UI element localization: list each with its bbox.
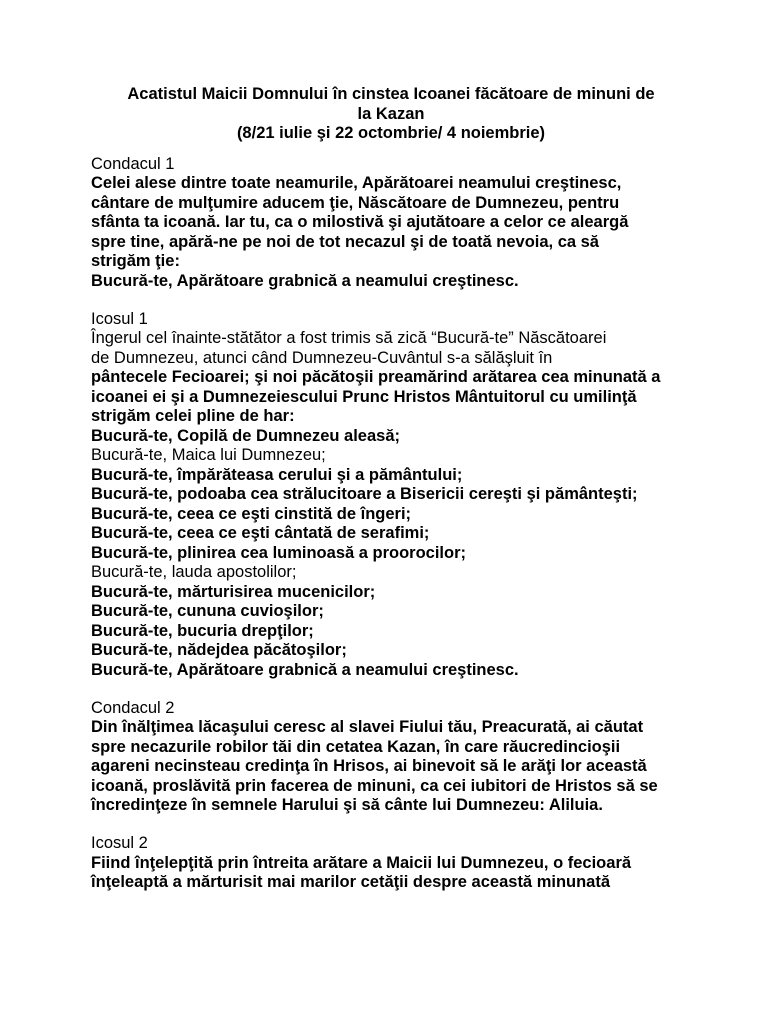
section-icosul-1	[91, 310, 691, 681]
text-line: Fiind înţelepţită prin întreita arătare a Maicii lui Dumnezeu, o fecioară	[91, 853, 632, 872]
text-line: Bucură-te, Apărătoare grabnică a neamului creştinesc.	[91, 660, 519, 679]
document-title	[91, 85, 691, 144]
section-condacul-1	[91, 155, 691, 292]
section-heading: Icosul 2	[91, 834, 148, 852]
text-line: Bucură-te, Copilă de Dumnezeu aleasă;	[91, 426, 400, 445]
text-line: Bucură-te, cununa cuvioşilor;	[91, 602, 324, 620]
text-line: sfânta ta icoană. Iar tu, ca o milostivă şi ajutătoare a celor ce aleargă	[91, 213, 629, 231]
text-line: Bucură-te, Apărătoare grabnică a neamului creştinesc.	[91, 271, 519, 290]
text-line: Bucură-te, podoaba cea strălucitoare a Bisericii cereşti şi pământeşti;	[91, 485, 638, 503]
text-line: Bucură-te, plinirea cea luminoasă a proorocilor;	[91, 543, 467, 562]
section-heading: Condacul 1	[91, 154, 175, 173]
text-line: Bucură-te, împărăteasa cerului şi a pământului;	[91, 465, 463, 484]
text-line: Bucură-te, mărturisirea mucenicilor;	[91, 582, 376, 601]
text-line: Din înălţimea lăcaşului ceresc al slavei Fiului tău, Preacurată, ai căutat	[91, 718, 644, 736]
text-line: înţeleaptă a mărturisit mai marilor cetăţii despre această minunată	[91, 873, 611, 891]
text-line: Îngerul cel înainte-stătător a fost trimis să zică “Bucură-te” Născătoarei	[91, 329, 607, 347]
title-line: la Kazan	[357, 104, 425, 123]
text-line: Bucură-te, bucuria drepţilor;	[91, 621, 314, 640]
title-dates: (8/21 iulie şi 22 octombrie/ 4 noiembrie)	[236, 124, 546, 142]
text-line: Bucură-te, nădejdea păcătoşilor;	[91, 641, 347, 659]
text-line: spre necazurile robilor tăi din cetatea Kazan, în care răucredincioşii	[91, 737, 621, 756]
text-line: spre tine, apără-ne pe noi de tot necazul şi de toată nevoia, ca să	[91, 232, 599, 251]
text-line: pântecele Fecioarei; şi noi păcătoşii preamărind arătarea cea minunată a	[91, 368, 661, 386]
text-line: Bucură-te, Maica lui Dumnezeu;	[91, 446, 326, 464]
text-line: Bucură-te, ceea ce eşti cinstită de îngeri;	[91, 504, 412, 523]
section-heading: Condacul 2	[91, 698, 175, 717]
text-line: Celei alese dintre toate neamurile, Apărătoarei neamului creştinesc,	[91, 174, 622, 192]
document-page	[91, 85, 691, 911]
text-line: Bucură-te, ceea ce eşti cântată de serafimi;	[91, 524, 430, 542]
text-line: strigăm celei pline de har:	[91, 407, 295, 425]
text-line: cântare de mulţumire aducem ţie, Născătoare de Dumnezeu, pentru	[91, 193, 620, 212]
text-line: Bucură-te, lauda apostolilor;	[91, 563, 297, 581]
text-line: strigăm ţie:	[91, 252, 180, 270]
text-line: icoanei ei şi a Dumnezeiescului Prunc Hristos Mântuitorul cu umilinţă	[91, 387, 637, 406]
section-condacul-2	[91, 699, 691, 816]
text-line: icoană, proslăvită prin facerea de minuni, ca cei iubitori de Hristos să se	[91, 776, 658, 795]
text-line: agareni necinsteau credinţa în Hrisos, ai binevoit să le arăţi lor această	[91, 757, 647, 775]
title-line: Acatistul Maicii Domnului în cinstea Icoanei făcătoare de minuni de	[127, 85, 655, 103]
section-heading: Icosul 1	[91, 309, 148, 328]
text-line: încredinţeze în semnele Harului şi să cânte lui Dumnezeu: Aliluia.	[91, 796, 603, 814]
text-line: de Dumnezeu, atunci când Dumnezeu-Cuvântul s-a sălăşluit în	[91, 348, 553, 367]
section-icosul-2	[91, 834, 691, 893]
